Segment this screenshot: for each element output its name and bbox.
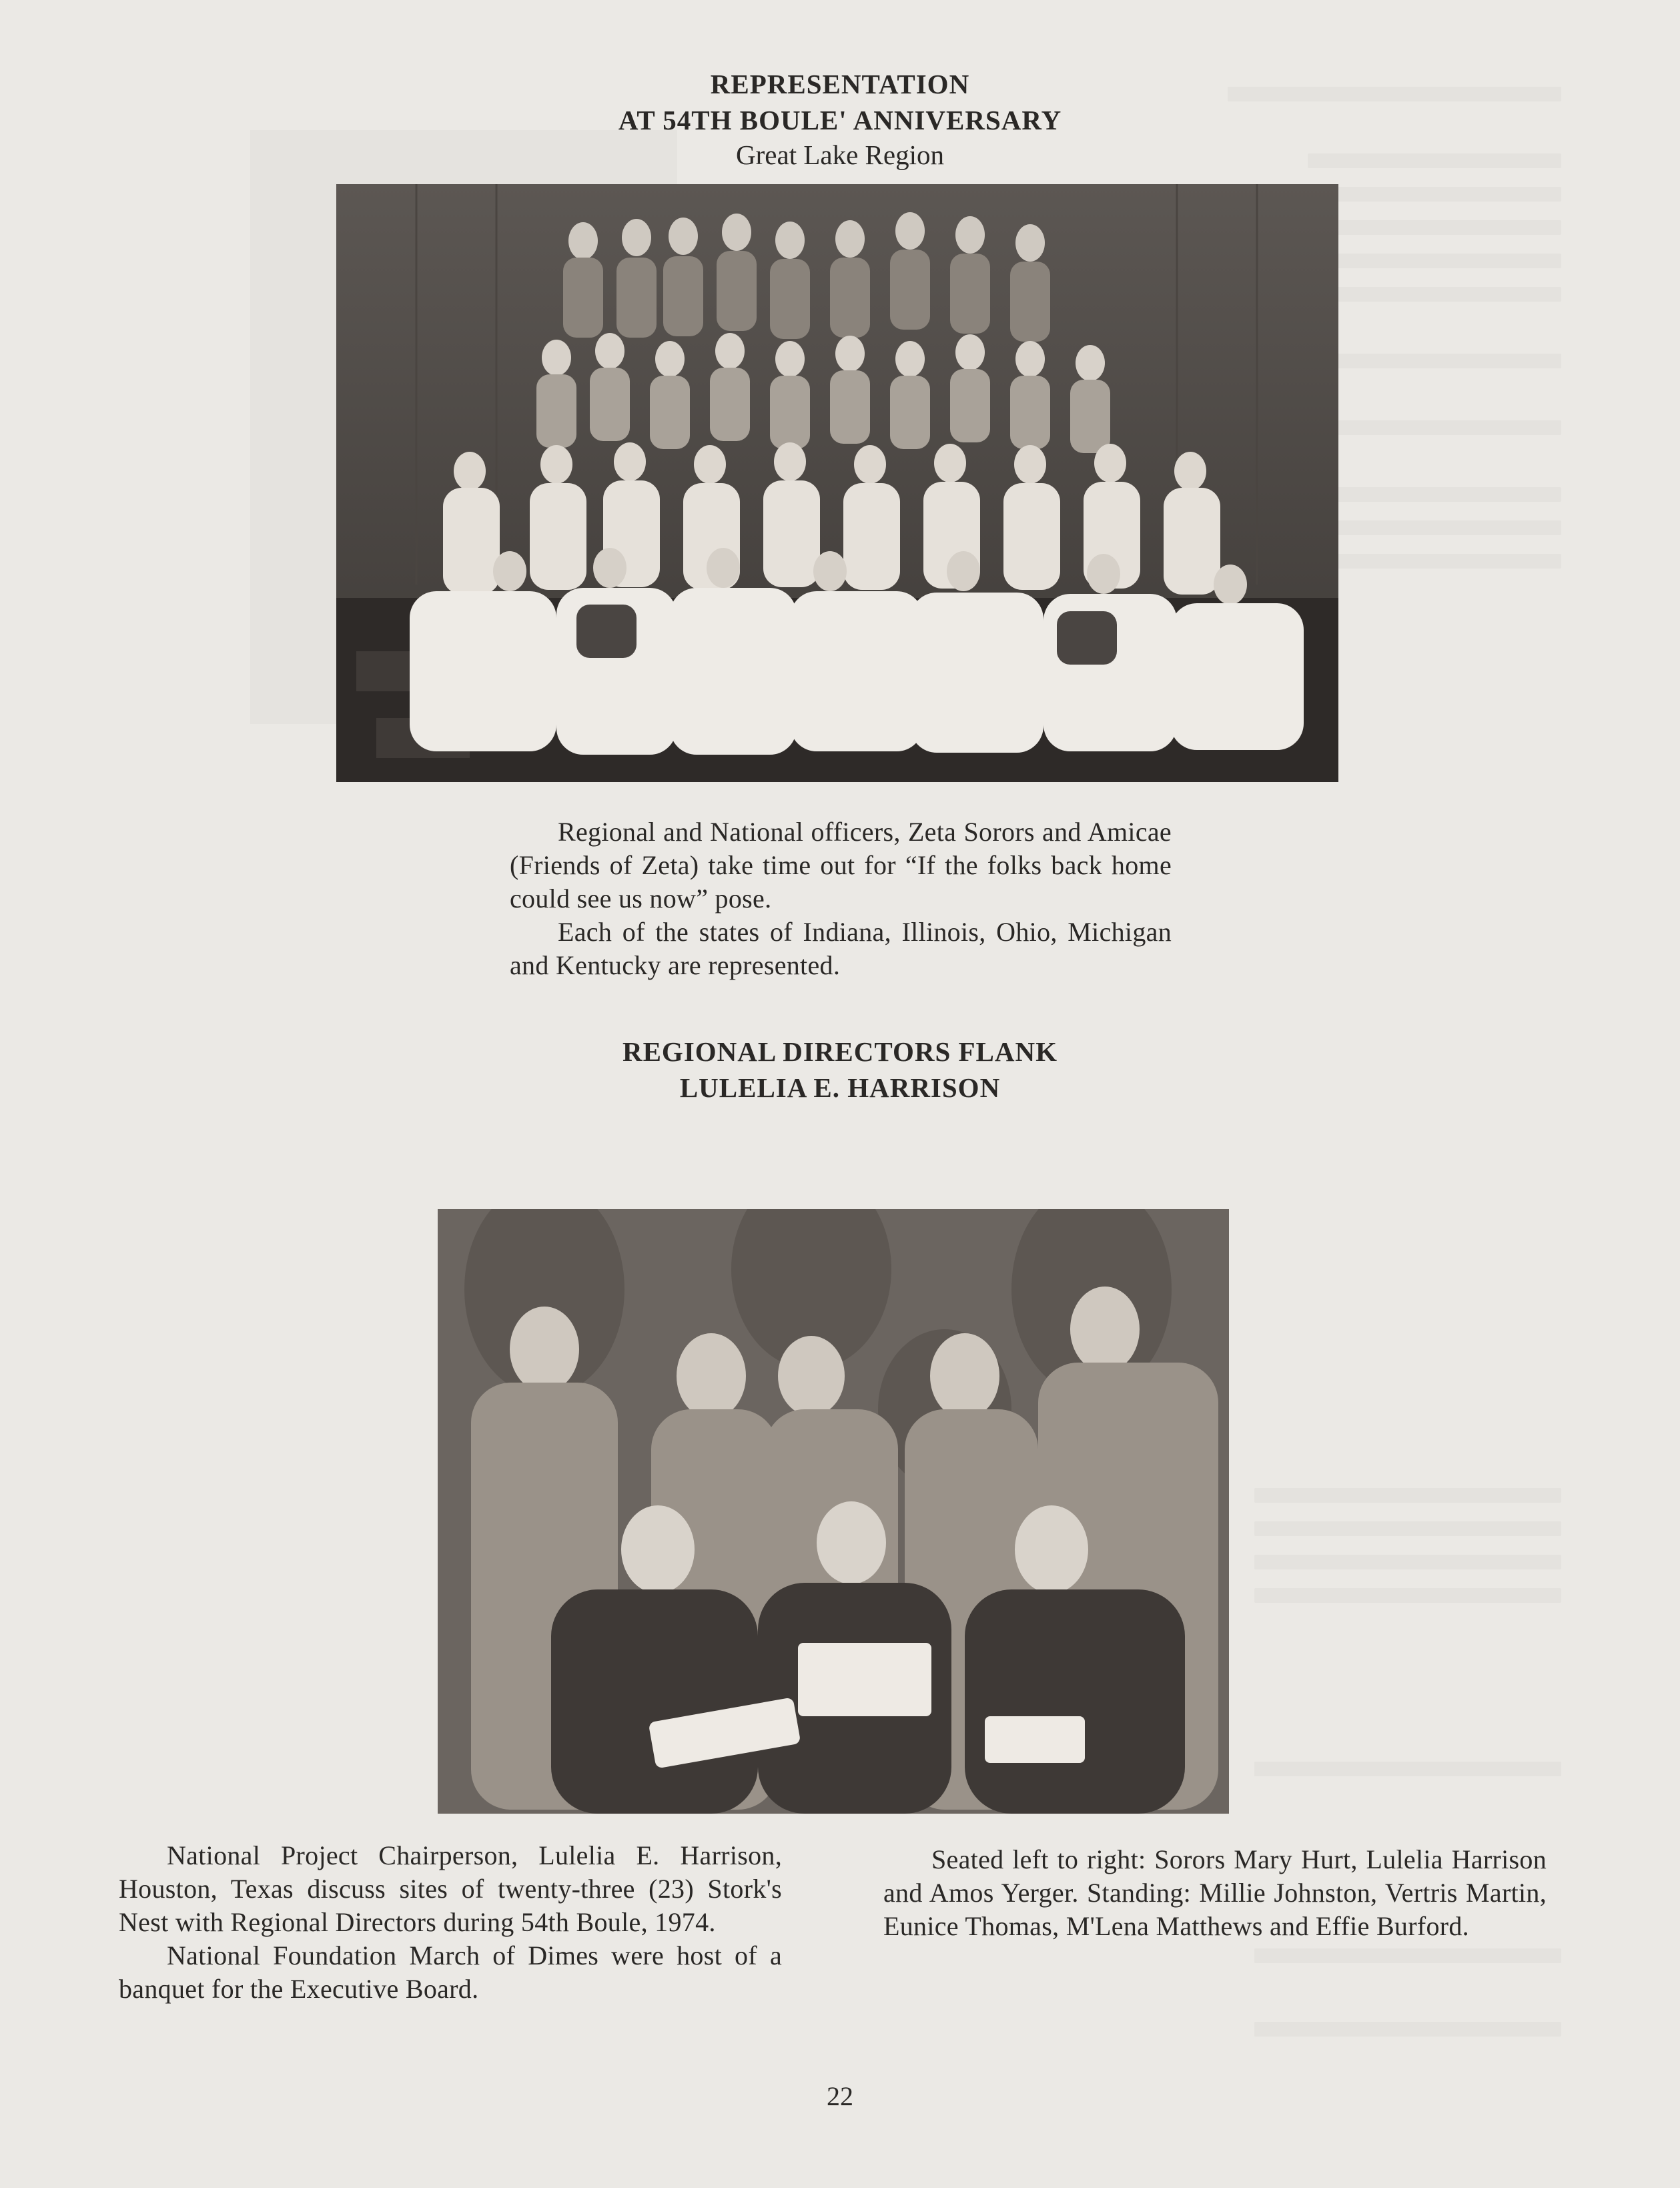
section-title: AT 54TH BOULE' ANNIVERSARY [618, 105, 1062, 135]
bleed-through-line [1254, 1588, 1561, 1603]
bleed-through-line [1308, 354, 1561, 368]
caption-paragraph: Seated left to right: Sorors Mary Hurt, Lulelia Harrison and Amos Yerger. Standing: Millie Johnston, Vertris Martin, Eunice Thomas, M'Lena Matthews and Effie Burford. [883, 1844, 1547, 1941]
bleed-through-line [1308, 254, 1561, 268]
bleed-through-line [1254, 1762, 1561, 1776]
group-photo [336, 184, 1338, 782]
section-title: REGIONAL DIRECTORS FLANK [622, 1036, 1058, 1067]
bleed-through-line [1308, 554, 1561, 569]
bleed-through-line [1254, 1521, 1561, 1536]
photo-caption [510, 815, 1172, 982]
caption-paragraph: Regional and National officers, Zeta Sorors and Amicae (Friends of Zeta) take time out for “If the folks back home could see us now” pose. [510, 817, 1172, 914]
directors-photo-image [438, 1209, 1229, 1814]
section-title: LULELIA E. HARRISON [679, 1072, 1001, 1103]
bleed-through-line [1254, 2022, 1561, 2037]
bleed-through-line [1254, 1488, 1561, 1503]
caption-paragraph: National Foundation March of Dimes were host of a banquet for the Executive Board. [119, 1940, 782, 2004]
bleed-through-line [1254, 1948, 1561, 1963]
photo-caption-right [883, 1843, 1547, 1943]
bleed-through-line [1308, 420, 1561, 435]
group-photo-image [336, 184, 1338, 782]
bleed-through-line [1308, 220, 1561, 235]
section-title: REPRESENTATION [710, 69, 970, 99]
bleed-through-line [1308, 487, 1561, 502]
page-number: 22 [827, 2081, 853, 2111]
bleed-through-line [1308, 520, 1561, 535]
bleed-through-line [1308, 287, 1561, 302]
caption-paragraph: National Project Chairperson, Lulelia E. Harrison, Houston, Texas discuss sites of twenty-three (23) Stork's Nest with Regional Directors during 54th Boule, 1974. [119, 1840, 782, 1937]
bleed-through-line [1254, 1555, 1561, 1569]
photo-caption-left [119, 1839, 782, 2006]
section-subtitle: Great Lake Region [736, 139, 944, 170]
directors-photo [438, 1209, 1229, 1814]
bleed-through-line [1308, 187, 1561, 202]
caption-paragraph: Each of the states of Indiana, Illinois, Ohio, Michigan and Kentucky are represented. [510, 917, 1172, 980]
